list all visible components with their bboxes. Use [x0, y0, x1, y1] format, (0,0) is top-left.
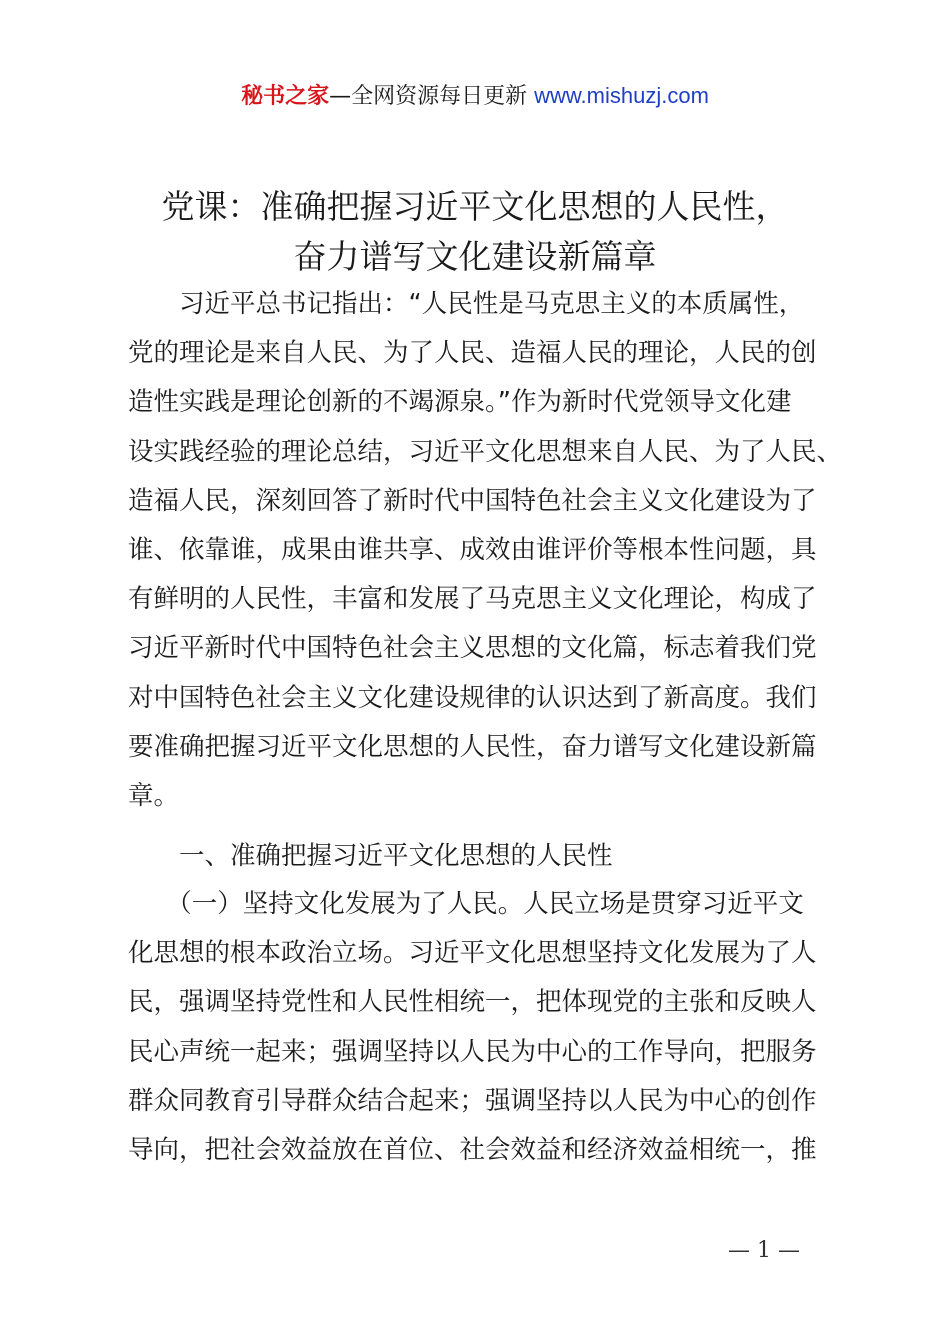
- text-line: 对中国特色社会主义文化建设规律的认识达到了新高度。我们: [128, 682, 817, 713]
- document-title-line-2: 奋力谱写文化建设新篇章: [293, 237, 657, 276]
- text-line: 设实践经验的理论总结，习近平文化思想来自人民、为了人民、: [128, 436, 843, 467]
- text-line: 党的理论是来自人民、为了人民、造福人民的理论，人民的创: [128, 338, 817, 369]
- document-title-line-1: 党课：准确把握习近平文化思想的人民性，: [161, 187, 789, 226]
- intro-paragraph: [128, 280, 848, 821]
- text-line: （一）坚持文化发展为了人民。人民立场是贯穿习近平文: [128, 889, 804, 919]
- text-line: 要准确把握习近平文化思想的人民性，奋力谱写文化建设新篇: [128, 731, 817, 762]
- text-line: 有鲜明的人民性，丰富和发展了马克思主义文化理论，构成了: [128, 584, 817, 615]
- site-header: [0, 80, 950, 113]
- text-line: 习近平新时代中国特色社会主义思想的文化篇，标志着我们党: [128, 633, 817, 664]
- page-number: — 1 —: [728, 1238, 800, 1263]
- text-line: 化思想的根本政治立场。习近平文化思想坚持文化发展为了人: [128, 938, 817, 969]
- site-url-link[interactable]: www.mishuzj.com: [534, 83, 709, 108]
- text-line: 谁、依靠谁，成果由谁共享、成效由谁评价等根本性问题，具: [128, 534, 817, 565]
- section-heading: 一、准确把握习近平文化思想的人民性: [128, 841, 613, 871]
- text-line: 民，强调坚持党性和人民性相统一，把体现党的主张和反映人: [128, 987, 817, 1018]
- text-line: 造福人民，深刻回答了新时代中国特色社会主义文化建设为了: [128, 485, 817, 516]
- text-line: 造性实践是理论创新的不竭源泉。”作为新时代党领导文化建: [128, 387, 792, 418]
- text-line: 章。: [128, 780, 180, 811]
- text-line: 群众同教育引导群众结合起来；强调坚持以人民为中心的创作: [128, 1085, 817, 1116]
- text-line: 导向，把社会效益放在首位、社会效益和经济效益相统一，推: [128, 1134, 817, 1165]
- section-paragraph: [128, 880, 848, 1175]
- text-line: 习近平总书记指出：“人民性是马克思主义的本质属性，: [128, 289, 805, 319]
- text-line: 民心声统一起来；强调坚持以人民为中心的工作导向，把服务: [128, 1036, 817, 1067]
- site-tagline: —全网资源每日更新: [329, 84, 535, 109]
- site-brand: 秘书之家: [241, 84, 330, 109]
